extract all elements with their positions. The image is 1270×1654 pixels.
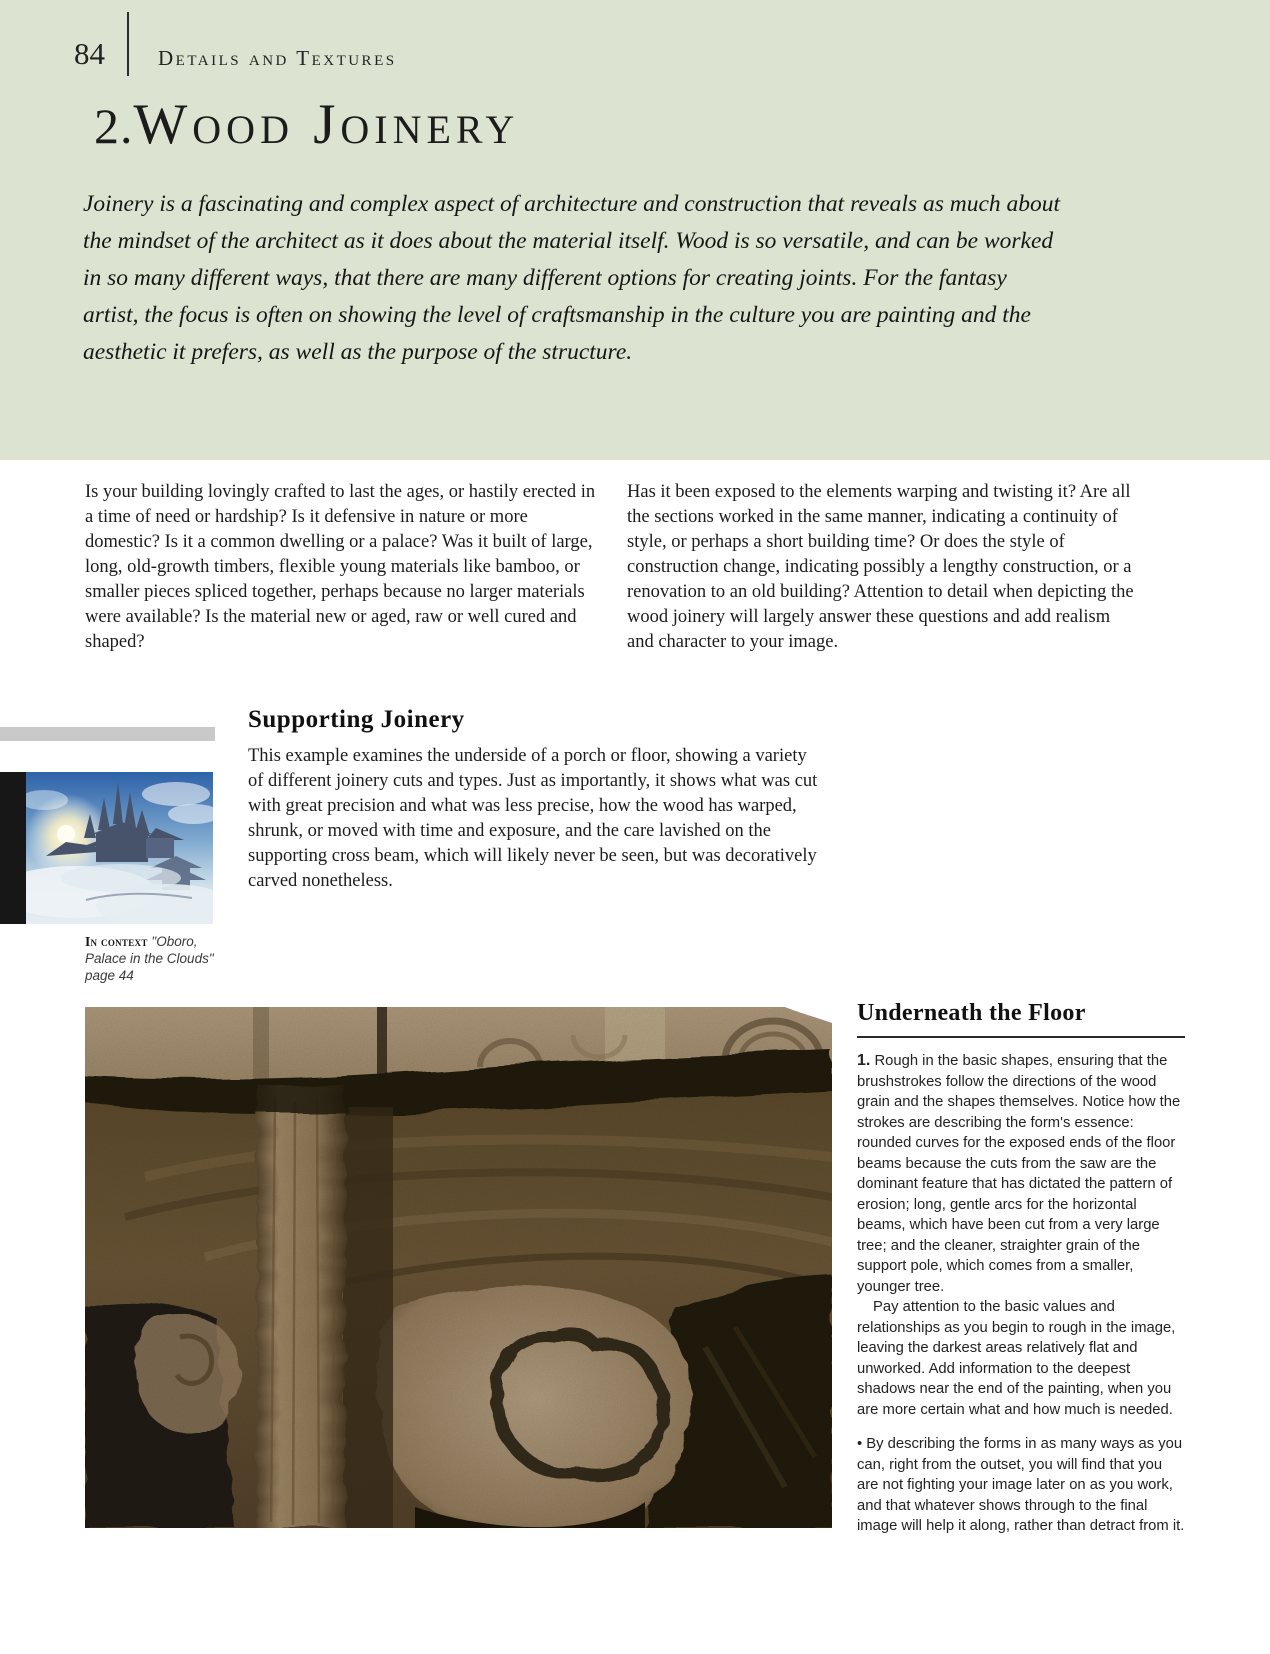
context-label: In context	[85, 934, 148, 949]
castle-illustration	[26, 772, 213, 924]
chapter-title: Details and Textures	[158, 46, 397, 70]
page-title-row	[94, 92, 519, 157]
step-text: Rough in the basic shapes, ensuring that the brushstrokes follow the directions of the wood grain and the shapes themselves. Notice how the strokes are describing the form's essence: rounded curves for the exposed ends of the floor beams because the cuts from the saw are the dominant feature that has dictated the pattern of erosion; long, gentle arcs for the horizontal beams, which have been cut from a very large tree; and the cleaner, straighter grain of the support pole, which comes from a smaller, younger tree.	[857, 1053, 1181, 1295]
header-divider	[127, 12, 129, 76]
page-title: Wood Joinery	[133, 93, 520, 156]
body-right-column: Has it been exposed to the elements warping and twisting it? Are all the sections worked in the same manner, indicating a continuity of style, or perhaps a short building time? Or does the style of construction change, indicating possibly a lengthy construction, or a renovation to an old building? Attention to detail when depicting the wood joinery will largely answer these questions and add realism and character to your image.	[627, 482, 1134, 652]
sidebar-black-strip	[0, 772, 26, 924]
tutorial-rule	[857, 1036, 1185, 1038]
page-number: 84	[74, 36, 105, 71]
intro-paragraph: Joinery is a fascinating and complex aspect of architecture and construction that reveals as much about the mindset of the architect as it does about the material itself. Wood is so versatile, and can be worked in so many different ways, that there are many different options for creating joints. For the fantasy artist, the focus is often on showing the level of craftsmanship in the culture you are painting and the aesthetic it prefers, as well as the purpose of the structure.	[83, 191, 1061, 365]
step-paragraph-2: Pay attention to the basic values and relationships as you begin to rough in the image, leaving the darkest areas relatively flat and unworked. Add information to the deepest shadows near the end of the painting, when you are more certain what and how much is needed.	[857, 1299, 1176, 1418]
section-heading: Supporting Joinery	[248, 706, 465, 733]
header-band	[0, 0, 1270, 460]
context-reference: "Oboro, Palace in the Clouds"	[85, 934, 214, 966]
body-left-column: Is your building lovingly crafted to last the ages, or hastily erected in a time of need or hardship? Is it defensive in nature or more domestic? Is it a common dwelling or a palace? Was it built of large, long, old-growth timbers, flexible young materials like bamboo, or smaller pieces spliced together, perhaps because no larger materials were available? Is the material new or aged, raw or well cured and shaped?	[85, 482, 596, 652]
wood-joinery-painting	[85, 1007, 832, 1528]
context-caption	[85, 933, 227, 984]
tip-paragraph: • By describing the forms in as many ways as you can, right from the outset, you will find that you are not fighting your image later on as you work, and that whatever shows through to the final image will help it along, rather than detract from it.	[857, 1436, 1185, 1534]
context-page-ref: page 44	[85, 968, 134, 983]
section-bar	[0, 727, 215, 741]
tutorial-column	[857, 1000, 1185, 1537]
title-prefix: 2.	[94, 98, 134, 154]
step-number: 1.	[857, 1052, 871, 1069]
step-paragraph	[857, 1051, 1185, 1297]
tutorial-heading: Underneath the Floor	[857, 1000, 1086, 1026]
section-paragraph: This example examines the underside of a porch or floor, showing a variety of different joinery cuts and types. Just as importantly, it shows what was cut with great precision and what was less precise, how the wood has warped, shrunk, or moved with time and exposure, and the care lavished on the supporting cross beam, which will likely never be seen, but was decoratively carved nonetheless.	[248, 746, 818, 891]
